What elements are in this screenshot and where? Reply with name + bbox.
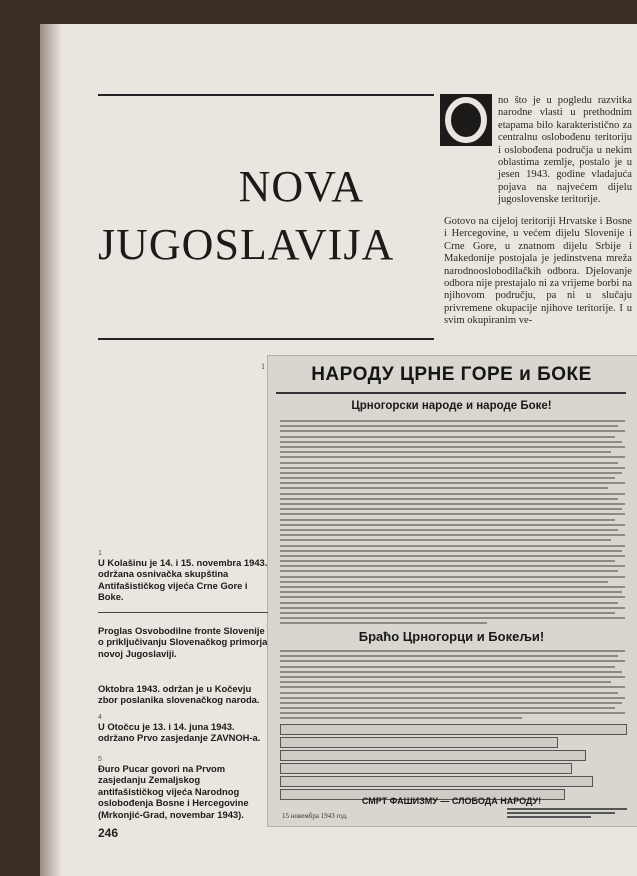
caption-4-text: U Otočcu je 13. i 14. juna 1943. održano Prvo zasjedanje ZAVNOH-a. (98, 721, 261, 744)
caption-5-number: 5 (98, 756, 102, 763)
caption-3 (98, 674, 268, 706)
caption-4 (98, 712, 268, 744)
caption-5-text: Đuro Pucar govori na Prvom zasjedanju Zemaljskog antifašističkog vijeća Narodnog oslobođenja Bosne i Hercegovine (Mrkonjić-Grad, novembar 1943). (98, 763, 249, 820)
caption-1-text: U Kolašinu je 14. i 15. novembra 1943. održana osnivačka skupština Antifašističkog vijeća Crne Gore i Boke. (98, 557, 268, 603)
body-paragraph-2: Gotovo na cijeloj teritoriji Hrvatske i Bosne i Hercegovine, u većem dijelu Slovenije i Crne Gore, u znatnom dijelu Srbije i Makedonije postojala je jedinstvena mreža narodnooslobodilačkih odbora. Djelovanje odbora nije prestajalo ni za vrijeme borbi na njihovom području, pa ni u slučaju privremene okupacije njihove teritorije. I u svim okupiranim ve- (444, 216, 632, 327)
caption-1-number: 1 (98, 550, 102, 557)
poster-number: 1 (261, 362, 265, 371)
caption-3-text: Oktobra 1943. održan je u Kočevju zbor poslanika slovenačkog naroda. (98, 683, 260, 706)
caption-3-number (98, 674, 268, 683)
caption-2-text: Proglas Osvobodilne fronte Slovenije o priključivanju Slovenačkog primorja novoj Jugoslaviji. (98, 625, 268, 659)
poster-subtitle: Црногорски народе и народе Боке! (351, 400, 552, 412)
poster-date: 15 новембра 1943 год. (282, 812, 348, 820)
poster-rule (276, 392, 626, 394)
caption-2 (98, 616, 268, 659)
gutter-shadow (40, 24, 62, 876)
body-paragraph-1: no što je u pogledu razvitka narodne vlasti u prethodnim etapama bilo karakteristično za centralnu oslobođenu teritoriju i oslobođena područja u nekim oblastima zemlje, postalo je u jesen 1943. godine vladajuća pojava na najvećem dijelu jugoslovenske teritorije. (498, 95, 632, 206)
poster-signature-block (507, 808, 627, 820)
page-number: 246 (98, 826, 119, 840)
poster-slogan-boxes (280, 724, 625, 802)
poster-paragraph-2 (280, 650, 625, 723)
chapter-title (98, 158, 395, 274)
title-line-2: JUGOSLAVIJA (98, 220, 395, 269)
caption-5 (98, 754, 268, 820)
title-line-1: NOVA (238, 162, 364, 211)
poster-slogan: СМРТ ФАШИЗМУ — СЛОБОДА НАРОДУ! (361, 796, 542, 806)
caption-separator (98, 612, 268, 613)
body-column-2 (444, 216, 632, 328)
title-rule-bottom (98, 338, 434, 340)
caption-2-number (98, 616, 268, 625)
poster-title: НАРОДУ ЦРНЕ ГОРЕ и БОКЕ (311, 364, 592, 385)
body-column-1 (444, 95, 632, 207)
title-rule-top (98, 94, 434, 96)
caption-1 (98, 548, 268, 603)
proclamation-poster (261, 356, 637, 826)
caption-4-number: 4 (98, 714, 102, 721)
poster-paragraph-1 (280, 420, 625, 628)
poster-mid-heading: Браћо Црногорци и Бокељи! (358, 629, 545, 644)
